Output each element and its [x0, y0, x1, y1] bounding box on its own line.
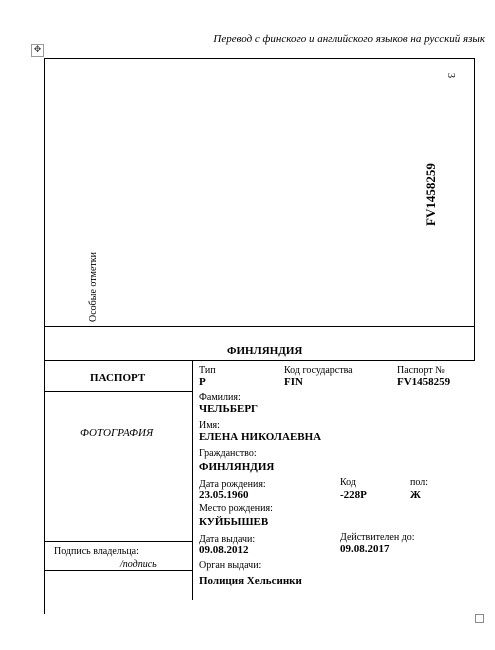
issue-date-label: Дата выдачи: — [199, 534, 256, 545]
birth-date-value: 23.05.1960 — [199, 489, 249, 501]
sex-label: пол: — [410, 477, 428, 488]
surname-label: Фамилия: — [199, 392, 241, 403]
table-resize-handle[interactable] — [475, 614, 484, 623]
type-label: Тип — [199, 365, 216, 376]
upper-section-divider — [44, 326, 475, 327]
country-code-value: FIN — [284, 376, 303, 388]
column-divider — [192, 360, 193, 600]
valid-until-label: Действителен до: — [340, 532, 415, 543]
table-left-border — [44, 58, 45, 614]
given-names-label: Имя: — [199, 420, 220, 431]
table-top-border — [44, 58, 475, 59]
code-value: -228P — [340, 489, 367, 501]
nationality-label: Гражданство: — [199, 448, 257, 459]
translation-header: Перевод с финского и английского языков на русский язык — [213, 33, 485, 45]
surname-value: ЧЕЛЬБЕРГ — [199, 403, 259, 415]
vertical-passport-number: FV1458259 — [423, 163, 438, 226]
birth-place-value: КУЙБЫШЕВ — [199, 516, 269, 528]
notes-label: Особые отметки — [88, 252, 99, 322]
birth-place-label: Место рождения: — [199, 503, 273, 514]
type-value: P — [199, 376, 206, 388]
title-row-divider — [44, 360, 475, 361]
photo-label: ФОТОГРАФИЯ — [80, 427, 154, 439]
page-number: 3 — [445, 73, 456, 78]
birth-date-label: Дата рождения: — [199, 479, 266, 490]
signature-caption: /подпись — [120, 559, 157, 570]
passport-doc-title: ПАСПОРТ — [90, 372, 146, 384]
passport-title-divider — [44, 391, 192, 392]
valid-until-value: 09.08.2017 — [340, 543, 390, 555]
code-label: Код — [340, 477, 356, 488]
given-names-value: ЕЛЕНА НИКОЛАЕВНА — [199, 431, 322, 443]
issue-date-value: 09.08.2012 — [199, 544, 249, 556]
signature-label: Подпись владельца: — [54, 546, 139, 557]
signature-line — [44, 541, 192, 542]
passport-no-label: Паспорт № — [397, 365, 445, 376]
table-right-border-upper — [474, 58, 475, 360]
table-move-handle-icon[interactable]: ✥ — [31, 44, 44, 57]
authority-value: Полиция Хельсинки — [199, 575, 302, 587]
sex-value: Ж — [410, 489, 421, 501]
country-code-label: Код государства — [284, 365, 353, 376]
authority-label: Орган выдачи: — [199, 560, 262, 571]
nationality-value: ФИНЛЯНДИЯ — [199, 461, 275, 473]
signature-bottom-line — [44, 570, 192, 571]
country-title: ФИНЛЯНДИЯ — [227, 345, 303, 357]
passport-no-value: FV1458259 — [397, 376, 451, 388]
